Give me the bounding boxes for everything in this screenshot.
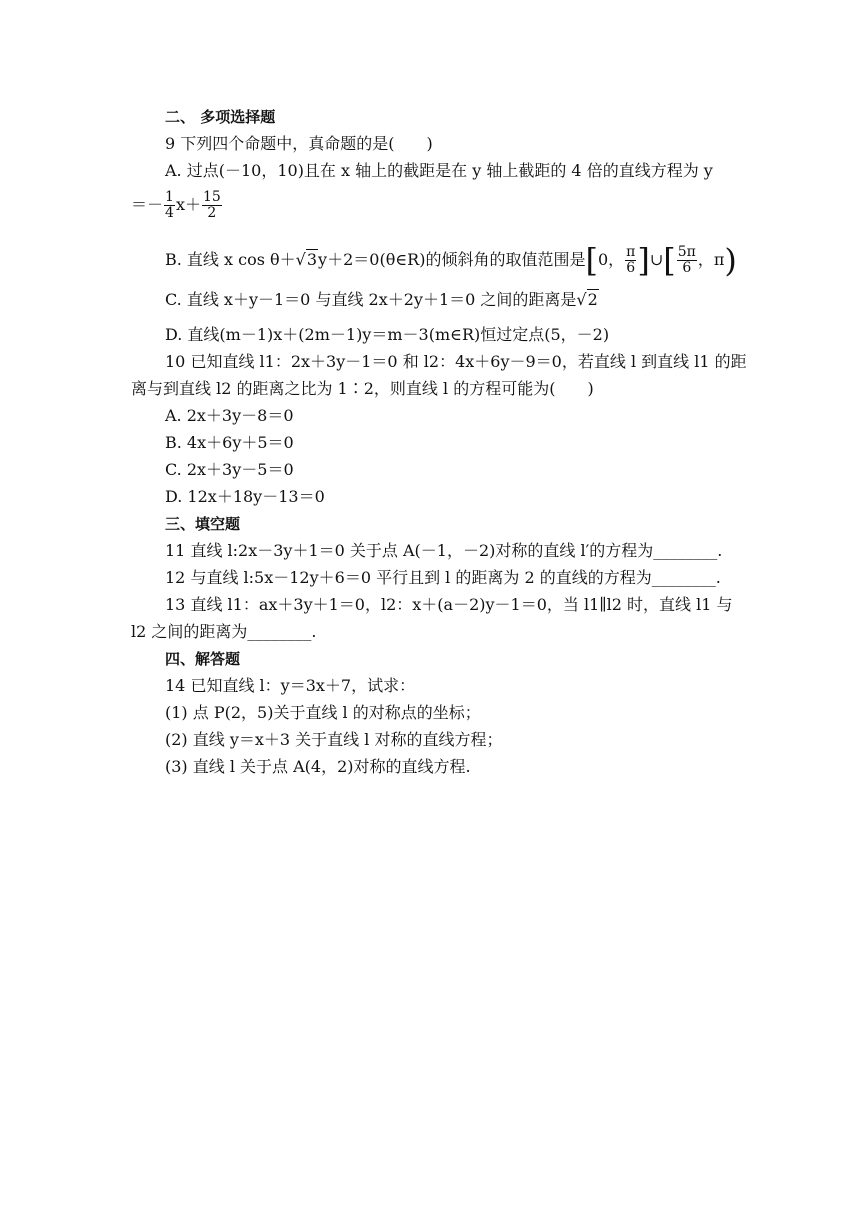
left-bracket: [ — [585, 241, 598, 280]
q11: 11 直线 l:2x－3y＋1＝0 关于点 A(－1，－2)对称的直线 l′的方程为________. — [165, 541, 723, 560]
fraction-numerator: 15 — [202, 189, 221, 205]
interval1-start: 0， — [597, 250, 625, 269]
q9-option-b-mid: y＋2＝0(θ∈R)的倾斜角的取值范围是 — [318, 250, 586, 269]
fraction-pi-sixth — [625, 245, 636, 276]
fraction-denominator: 2 — [202, 205, 222, 221]
q14-part3: (3) 直线 l 关于点 A(4，2)对称的直线方程. — [165, 757, 471, 776]
fraction-denominator: 6 — [626, 260, 636, 276]
q10-option-b: B. 4x＋6y＋5＝0 — [165, 433, 294, 452]
section-3-title: 三、填空题 — [165, 515, 241, 533]
fraction-numerator: 5π — [677, 244, 696, 260]
q9-option-a-prefix: ＝－ — [131, 195, 164, 214]
q9-option-a-line2 — [131, 190, 223, 221]
fraction-one-quarter — [164, 190, 175, 221]
right-paren: ) — [724, 241, 737, 280]
q9-option-b — [165, 241, 737, 280]
q14-stem: 14 已知直线 l：y＝3x＋7，试求： — [165, 676, 416, 695]
sqrt-three: √3 — [295, 250, 318, 269]
fraction-denominator: 6 — [677, 260, 697, 276]
q14-part1: (1) 点 P(2，5)关于直线 l 的对称点的坐标； — [165, 703, 481, 722]
q13-line1: 13 直线 l1：ax＋3y＋1＝0，l2：x＋(a－2)y－1＝0，当 l1∥l2 时，直线 l1 与 — [165, 595, 733, 614]
section-4-title: 四、解答题 — [165, 650, 241, 668]
q9-stem: 9 下列四个命题中，真命题的是( ) — [165, 134, 433, 153]
radicand: 3 — [306, 250, 318, 269]
q9-option-a-line1: A. 过点(－10，10)且在 x 轴上的截距是在 y 轴上截距的 4 倍的直线方程为 y — [165, 161, 713, 180]
q9-option-c — [165, 290, 599, 310]
q9-option-a-mid: x＋ — [175, 195, 201, 214]
q9-option-d: D. 直线(m－1)x＋(2m－1)y＝m－3(m∈R)恒过定点(5，－2) — [165, 325, 610, 344]
interval2-end: ，π — [697, 250, 725, 269]
q12: 12 与直线 l:5x－12y＋6＝0 平行且到 l 的距离为 2 的直线的方程为________. — [165, 568, 721, 587]
q10-stem-line1: 10 已知直线 l1：2x＋3y－1＝0 和 l2：4x＋6y－9＝0，若直线 l 到直线 l1 的距 — [165, 352, 747, 371]
q14-part2: (2) 直线 y＝x＋3 关于直线 l 对称的直线方程； — [165, 730, 503, 749]
left-bracket: [ — [663, 241, 676, 280]
q9-option-c-text: C. 直线 x＋y－1＝0 与直线 2x＋2y＋1＝0 之间的距离是 — [165, 290, 577, 309]
fraction-numerator: 1 — [165, 189, 174, 205]
q9-option-b-prefix: B. 直线 x cos θ＋ — [165, 250, 296, 269]
fraction-denominator: 4 — [165, 205, 174, 221]
union-symbol: ∪ — [649, 250, 664, 269]
q10-option-c: C. 2x＋3y－5＝0 — [165, 460, 294, 479]
fraction-fifteen-halves — [202, 190, 222, 221]
radicand: 2 — [587, 290, 598, 309]
section-2-title: 二、 多项选择题 — [165, 108, 276, 126]
q10-stem-line2: 离与到直线 l2 的距离之比为 1∶2，则直线 l 的方程可能为( ) — [131, 379, 594, 398]
sqrt-two: √2 — [576, 290, 598, 309]
fraction-numerator: π — [626, 244, 636, 260]
q10-option-d: D. 12x＋18y－13＝0 — [165, 487, 325, 506]
fraction-five-pi-sixths — [677, 245, 697, 276]
q10-option-a: A. 2x＋3y－8＝0 — [165, 406, 294, 425]
q13-line2: l2 之间的距离为________. — [131, 622, 317, 641]
right-bracket: ] — [637, 241, 650, 280]
